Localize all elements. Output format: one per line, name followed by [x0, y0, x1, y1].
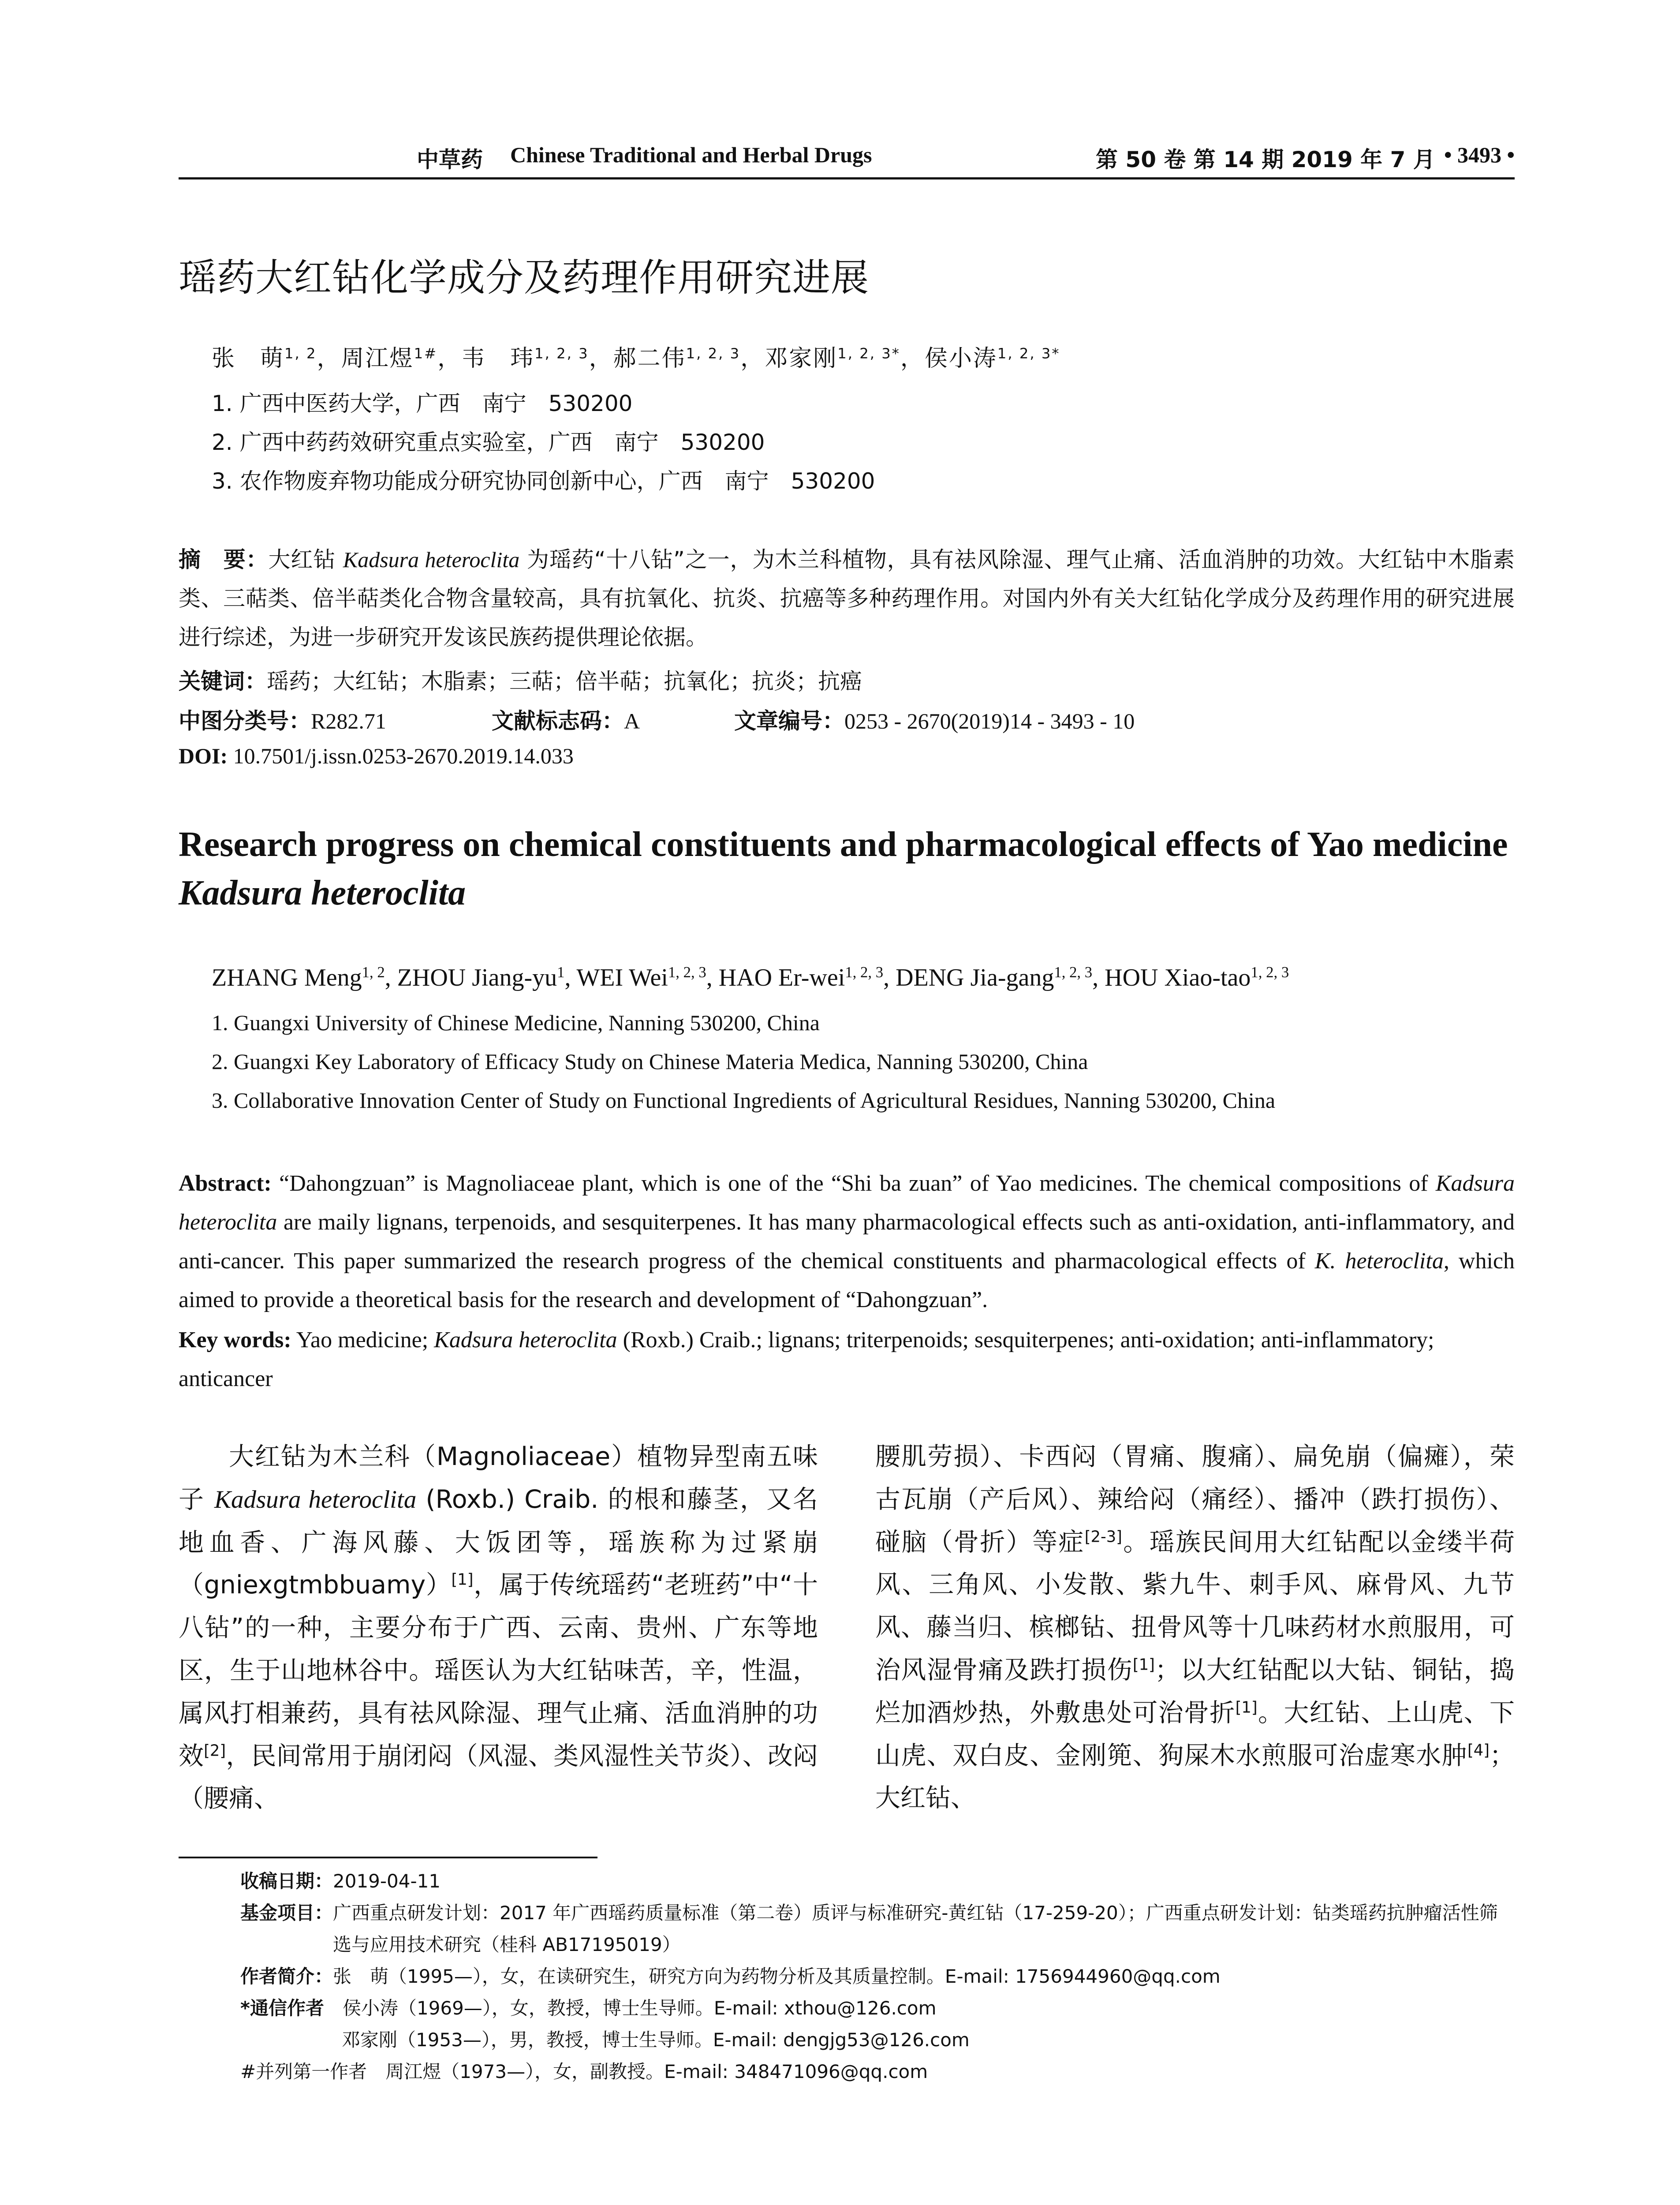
author-cn-affiliation-marker: 1#: [414, 345, 438, 362]
author-en-name: DENG Jia-gang: [896, 964, 1054, 991]
body-text: ，属于传统瑶药“老班药”中“十八钻”的一种，主要分布于广西、云南、贵州、广东等地区，生于山地林谷中。瑶医认为大红钻味苦，辛，性温，属风打相兼药，具有祛风除湿、理气止痛、活血消肿的功效: [179, 1570, 818, 1771]
abstract-en-label: Abstract:: [179, 1171, 272, 1196]
abstract-cn: [179, 540, 1515, 657]
author-cn-affiliation-marker: 1, 2: [284, 345, 317, 362]
received-date: [240, 1865, 1515, 1897]
body-column-right: [875, 1435, 1515, 1820]
keywords-cn-text: 瑶药；大红钻；木脂素；三萜；倍半萜；抗氧化；抗炎；抗癌: [267, 669, 862, 694]
author-cn-separator: ，: [437, 345, 462, 372]
co-first-author: [240, 2056, 1515, 2088]
page-number: • 3493 •: [1444, 142, 1515, 167]
author-cn-name: 侯小涛: [924, 345, 997, 372]
abstract-cn-latin: Kadsura heteroclita: [343, 547, 520, 572]
body-text: (Roxb.) Craib. 的根和藤茎，又名地血香、广海风藤、大饭团等，瑶族称为过紧崩（gniexgtmbbuamy）: [179, 1484, 818, 1600]
author-cn-name: 周江煜: [341, 345, 414, 372]
received-value: 2019-04-11: [333, 1870, 441, 1892]
abstract-cn-text-2: 为瑶药“十八钻”之一，为木兰科植物，具有祛风除湿、理气止痛、活血消肿的功效。大红钻中木脂素类、三萜类、倍半萜类化合物含量较高，具有抗氧化、抗炎、抗癌等多种药理作用。对国内外有关大红钻化学成分及药理作用的研究进展进行综述，为进一步研究开发该民族药提供理论依据。: [179, 547, 1515, 650]
author-en-name: ZHANG Meng: [212, 964, 362, 991]
corresponding-author-2: 邓家刚（1953—），男，教授，博士生导师。E-mail: dengjg53@126.com: [342, 2029, 970, 2051]
keywords-cn-label: 关键词：: [179, 669, 267, 694]
affiliation-cn-1: 1. 广西中医药大学，广西 南宁 530200: [212, 391, 633, 416]
author-cn-name: 张 萌: [212, 345, 285, 372]
body-text: ；大红钻、: [875, 1741, 1515, 1813]
author-cn-separator: ，: [900, 345, 925, 372]
keywords-en-text-2: (Roxb.) Craib.; lignans; triterpenoids; sesquiterpenes; anti-oxidation; anti-inflammatory; anticancer: [179, 1327, 1434, 1391]
keywords-cn: [179, 664, 862, 695]
citation-ref[interactable]: [2]: [204, 1742, 226, 1760]
body-text: 。大红钻、上山虎、下山虎、双白皮、金刚篼、狗屎木水煎服可治虚寒水肿: [875, 1698, 1515, 1770]
title-cn: 瑶药大红钻化学成分及药理作用研究进展: [179, 256, 869, 300]
corresponding-label: *通信作者: [240, 1997, 324, 2019]
citation-ref[interactable]: [1]: [1235, 1698, 1258, 1717]
keywords-en-text-1: Yao medicine;: [291, 1327, 434, 1353]
body-latin-name: Kadsura heteroclita: [214, 1485, 417, 1514]
footnotes: [240, 1865, 1515, 2088]
body-text: 大红钻为木兰科（Magnoliaceae）植物异型南五味子: [179, 1442, 818, 1514]
title-en-latin: Kadsura heteroclita: [179, 874, 466, 912]
authors-cn: [212, 340, 1060, 373]
abstract-en-latin-1: Kadsura heteroclita: [179, 1171, 1515, 1235]
doi-label: DOI:: [179, 744, 228, 768]
author-en-name: HOU Xiao-tao: [1105, 964, 1251, 991]
author-en-affiliation-marker: 1, 2, 3: [1054, 963, 1093, 981]
corresponding-author-1: [240, 1992, 1515, 2024]
corresponding-value-1: 侯小涛（1969—），女，教授，博士生导师。E-mail: xthou@126.com: [324, 1997, 937, 2019]
citation-ref[interactable]: [1]: [451, 1570, 474, 1589]
author-cn-affiliation-marker: 1, 2, 3*: [997, 345, 1060, 362]
abstract-cn-text: 大红钻: [268, 547, 343, 572]
author-en-affiliation-marker: 1, 2, 3: [668, 963, 706, 981]
author-bio-value: 张 萌（1995—），女，在读研究生，研究方向为药物分析及其质量控制。E-mail: 1756944960@qq.com: [333, 1966, 1221, 1987]
title-en-text: Research progress on chemical constituents and pharmacological effects of Yao medicine: [179, 825, 1508, 864]
affiliation-cn-2: 2. 广西中药药效研究重点实验室，广西 南宁 530200: [212, 430, 765, 455]
author-en-separator: ,: [564, 964, 577, 991]
journal-name-cn: 中草药: [417, 147, 483, 172]
abstract-cn-label: 摘 要：: [179, 547, 269, 572]
affiliation-en-2: 2. Guangxi Key Laboratory of Efficacy Study on Chinese Materia Medica, Nanning 530200, China: [212, 1049, 1088, 1074]
body-text: ，民间常用于崩闭闷（风湿、类风湿性关节炎）、改闷（腰痛、: [179, 1741, 818, 1813]
author-cn-separator: ，: [740, 345, 765, 372]
author-en-affiliation-marker: 1, 2, 3: [1251, 963, 1289, 981]
doc-code-value: A: [624, 709, 640, 733]
author-en-separator: ,: [1092, 964, 1105, 991]
journal-name-en: Chinese Traditional and Herbal Drugs: [510, 142, 872, 167]
fund-label: 基金项目：: [240, 1902, 333, 1924]
author-en-separator: ,: [706, 964, 719, 991]
doi: [179, 743, 574, 769]
authors-en: [212, 964, 1289, 992]
citation-ref[interactable]: [1]: [1132, 1656, 1155, 1674]
author-cn-name: 郝二伟: [613, 345, 686, 372]
issue-info: 第 50 卷 第 14 期 2019 年 7 月: [1096, 147, 1435, 172]
affiliation-cn-3: 3. 农作物废弃物功能成分研究协同创新中心，广西 南宁 530200: [212, 468, 875, 494]
body-column-left: [179, 1435, 818, 1820]
keywords-en-label: Key words:: [179, 1327, 291, 1353]
title-en: [179, 820, 1515, 917]
co-first-value: 周江煜（1973—），女，副教授。E-mail: 348471096@qq.com: [367, 2061, 928, 2082]
co-first-label: #并列第一作者: [240, 2061, 367, 2082]
author-en-separator: ,: [883, 964, 896, 991]
article-number-value: 0253 - 2670(2019)14 - 3493 - 10: [844, 709, 1135, 733]
doc-code: [492, 703, 640, 735]
author-en-name: HAO Er-wei: [718, 964, 845, 991]
author-en-affiliation-marker: 1, 2, 3: [845, 963, 884, 981]
body-text: ；以大红钻配以大钻、铜钻，捣烂加酒炒热，外敷患处可治骨折: [875, 1655, 1515, 1727]
affiliation-en-3: 3. Collaborative Innovation Center of Study on Functional Ingredients of Agricultural Residues, Nanning 530200, China: [212, 1088, 1276, 1113]
author-en-name: ZHOU Jiang-yu: [397, 964, 557, 991]
clc-label: 中图分类号：: [179, 708, 311, 734]
author-cn-affiliation-marker: 1, 2, 3: [534, 345, 589, 362]
fund-value: 广西重点研发计划：2017 年广西瑶药质量标准（第二卷）质评与标准研究-黄红钻（17-259-20）；广西重点研发计划：钻类瑶药抗肿瘤活性筛选与应用技术研究（桂科 AB17195019）: [333, 1902, 1498, 1955]
author-en-separator: ,: [385, 964, 397, 991]
doi-value: 10.7501/j.issn.0253-2670.2019.14.033: [228, 744, 574, 768]
author-cn-affiliation-marker: 1, 2, 3*: [837, 345, 900, 362]
author-en-affiliation-marker: 1: [557, 963, 565, 981]
citation-ref[interactable]: [4]: [1467, 1741, 1490, 1760]
header-rule: [179, 177, 1515, 179]
footnote-rule: [179, 1857, 597, 1858]
abstract-en-latin-2: K. heteroclita: [1314, 1248, 1444, 1274]
affiliation-en-1: 1. Guangxi University of Chinese Medicine, Nanning 530200, China: [212, 1010, 820, 1035]
abstract-en: [179, 1164, 1515, 1319]
classification-row: [179, 703, 1515, 734]
clc: [179, 708, 386, 734]
citation-ref[interactable]: [2-3]: [1084, 1528, 1122, 1546]
author-cn-affiliation-marker: 1, 2, 3: [686, 345, 741, 362]
fund-info: [240, 1897, 1515, 1961]
author-cn-separator: ，: [317, 345, 341, 372]
doc-code-label: 文献标志码：: [492, 708, 624, 734]
article-number: [734, 703, 1135, 735]
author-en-name: WEI Wei: [576, 964, 668, 991]
abstract-en-text-3: , which aimed to provide a theoretical basis for the research and development of “Dahongzuan”.: [179, 1248, 1515, 1312]
keywords-en: [179, 1321, 1515, 1398]
keywords-en-latin: Kadsura heteroclita: [434, 1327, 617, 1353]
body-text: 。瑶族民间用大红钻配以金缕半荷风、三角风、小发散、紫九牛、刺手风、麻骨风、九节风、藤当归、槟榔钻、扭骨风等十几味药材水煎服用，可治风湿骨痛及跌打损伤: [875, 1527, 1515, 1685]
received-label: 收稿日期：: [240, 1870, 333, 1892]
running-head: [179, 140, 1515, 171]
clc-value: R282.71: [311, 709, 386, 733]
body-text: 腰肌劳损）、卡西闷（胃痛、腹痛）、扁免崩（偏瘫），荣古瓦崩（产后风）、辣给闷（痛经）、播冲（跌打损伤）、碰脑（骨折）等症: [875, 1442, 1515, 1557]
author-bio-label: 作者简介：: [240, 1966, 333, 1987]
author-bio: [240, 1961, 1515, 1992]
abstract-en-text-2: are maily lignans, terpenoids, and sesquiterpenes. It has many pharmacological effects such as anti-oxidation, anti-inflammatory, and anti-cancer. This paper summarized the research progress of the chemical constituents and pharmacological effects of: [179, 1210, 1515, 1274]
abstract-en-text-1: “Dahongzuan” is Magnoliaceae plant, which is one of the “Shi ba zuan” of Yao medicines. The chemical compositions of: [271, 1171, 1436, 1196]
article-number-label: 文章编号：: [734, 708, 844, 734]
author-en-affiliation-marker: 1, 2: [362, 963, 385, 981]
author-cn-name: 邓家刚: [765, 345, 838, 372]
author-cn-name: 韦 玮: [462, 345, 535, 372]
author-cn-separator: ，: [589, 345, 613, 372]
